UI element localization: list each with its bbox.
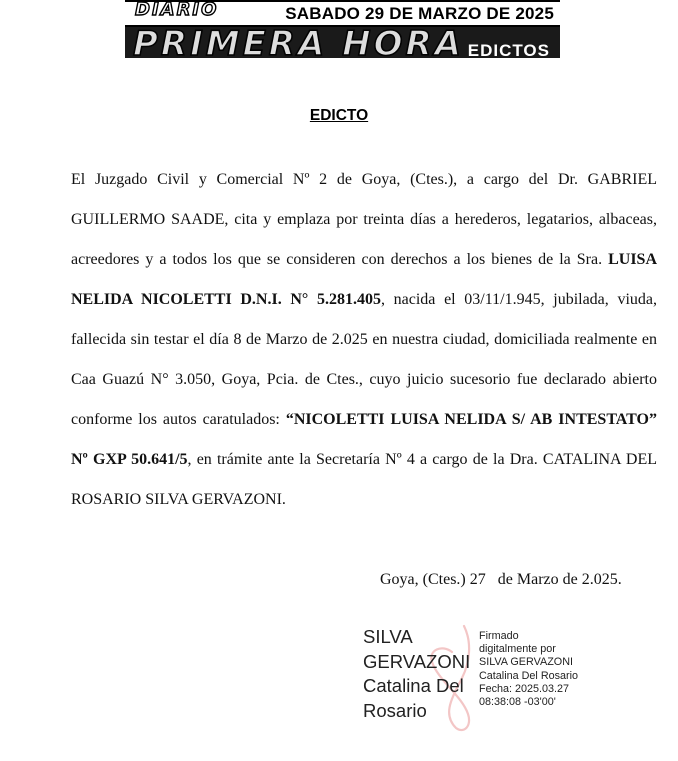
deceased-name: LUISA NELIDA NICOLETTI D.N.I. N° 5.281.405	[71, 251, 657, 308]
signature-details	[479, 630, 659, 709]
signer-name-line: Catalina Del	[363, 675, 464, 696]
signer-name-line: GERVAZONI	[363, 650, 471, 672]
edict-title: EDICTO	[309, 107, 369, 124]
signature-detail-line: Catalina Del Rosario	[479, 669, 579, 682]
edict-body	[71, 160, 657, 520]
place-and-date: Goya, (Ctes.) 27 de Marzo de 2.025.	[380, 571, 622, 588]
edict-body-part-1: El Juzgado Civil y Comercial Nº 2 de Goya, (Ctes.), a cargo del Dr. GABRIEL GUILLERMO SAADE, cita y emplaza por treinta días a herederos, legatarios, albaceas, acreedores y a todos los que se consideren con derechos a los bienes de la Sra.	[71, 171, 657, 268]
edict-body-part-2: , nacida el 03/11/1.945, jubilada, viuda, fallecida sin testar el día 8 de Marzo de 2.025 en nuestra ciudad, domiciliada realmente en Caa Guazú N° 3.050, Goya, Pcia. de Ctes., cuyo juicio sucesorio fue declarado abierto conforme los autos caratulados:	[71, 291, 657, 428]
newspaper-masthead	[125, 0, 560, 58]
signer-name	[363, 625, 478, 723]
masthead-bottom-bar	[125, 27, 560, 58]
signature-detail-line: Fecha: 2025.03.27	[479, 682, 570, 695]
signer-name-line: SILVA	[363, 626, 413, 647]
signature-detail-line: Firmado	[479, 630, 519, 642]
signer-name-line: Rosario	[363, 699, 427, 721]
masthead-section-label: EDICTOS	[467, 41, 550, 58]
signature-detail-line: SILVA GERVAZONI	[479, 656, 574, 669]
masthead-brand-small: DIARIO	[135, 0, 219, 20]
edict-body-part-3: , en trámite ante la Secretaría Nº 4 a cargo de la Dra. CATALINA DEL ROSARIO SILVA GERVAZONI.	[71, 451, 658, 508]
publication-date: SABADO 29 DE MARZO DE 2025	[285, 4, 554, 23]
signature-detail-line: 08:38:08 -03'00'	[479, 696, 556, 709]
masthead-brand-big: PRIMERA HORA	[133, 27, 464, 58]
signature-detail-line: digitalmente por	[479, 643, 556, 656]
case-caption: “NICOLETTI LUISA NELIDA S/ AB INTESTATO” Nº GXP 50.641/5	[71, 411, 658, 468]
